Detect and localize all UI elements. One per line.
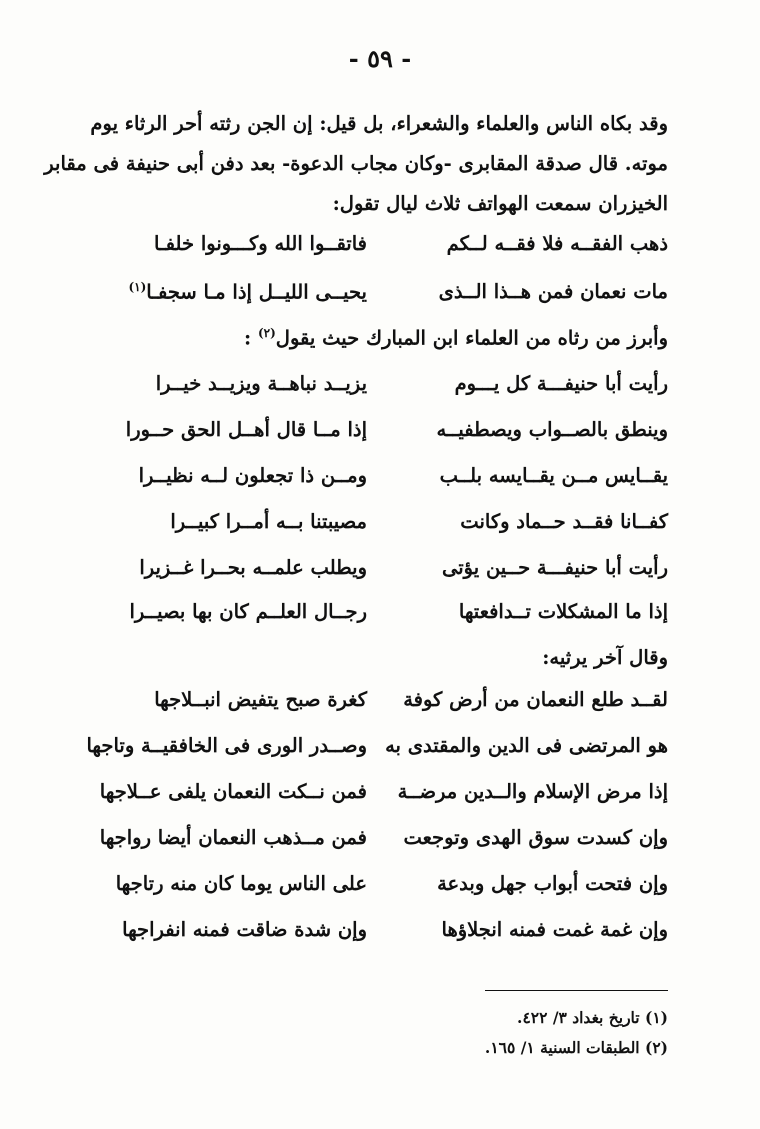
footnote-mark-1: (١)	[128, 280, 147, 294]
poem2-verse2-first-hemistich: وينطق بالصــواب ويصطفيــه	[436, 418, 668, 441]
poem1-verse2-text: يحيــى الليــل إذا مـا سجفـا	[146, 280, 367, 304]
transition-ibn-mubarak-text: وأبرز من رثاه من العلماء ابن المبارك حيث يقول	[275, 326, 668, 350]
poem3-verse2-second-hemistich: وصــدر الورى فى الخافقيــة وتاجها	[86, 734, 367, 757]
poem3-verse5-second-hemistich: على الناس يوما كان منه رتاجها	[115, 872, 367, 895]
poem3-verse3-first-hemistich: إذا مرض الإسلام والــدين مرضــة	[397, 780, 668, 803]
poem2-verse6-first-hemistich: إذا ما المشكلات تــدافعتها	[458, 600, 668, 623]
page-number: - ٥٩ -	[348, 44, 412, 73]
poem1-verse2-second-hemistich	[127, 280, 367, 304]
poem2-verse4-first-hemistich: كفــانا فقــد حــماد وكانت	[460, 510, 668, 533]
intro-line-1: وقد بكاه الناس والعلماء والشعراء، بل قيل: إن الجن رثته أحر الرثاء يوم	[90, 112, 668, 135]
intro-line-2: موته. قال صدقة المقابرى -وكان مجاب الدعوة- بعد دفن أبى حنيفة فى مقابر	[44, 152, 668, 175]
poem3-verse4-first-hemistich: وإن كسدت سوق الهدى وتوجعت	[403, 826, 668, 849]
poem2-verse1-second-hemistich: يزيــد نباهــة ويزيــد خيــرا	[155, 372, 367, 395]
poem2-verse6-second-hemistich: رجــال العلــم كان بها بصيــرا	[129, 600, 367, 623]
transition-ibn-mubarak	[108, 326, 668, 350]
poem2-verse4-second-hemistich: مصيبتنا بــه أمــرا كبيــرا	[170, 510, 367, 533]
transition-other-poet: وقال آخر يرثيه:	[542, 646, 668, 669]
poem2-verse1-first-hemistich: رأيت أبا حنيفـــة كل يـــوم	[454, 372, 668, 395]
poem3-verse5-first-hemistich: وإن فتحت أبواب جهل وبدعة	[437, 872, 668, 895]
poem3-verse6-second-hemistich: وإن شدة ضاقت فمنه انفراجها	[122, 918, 367, 941]
poem1-verse1-second-hemistich: فاتقــوا الله وكـــونوا خلفـا	[154, 232, 367, 255]
poem3-verse6-first-hemistich: وإن غمة غمت فمنه انجلاؤها	[441, 918, 668, 941]
transition-colon: :	[243, 326, 252, 350]
poem3-verse1-second-hemistich: كغرة صبح يتفيض انبــلاجها	[154, 688, 367, 711]
poem3-verse4-second-hemistich: فمن مــذهب النعمان أيضا رواجها	[99, 826, 367, 849]
poem3-verse2-first-hemistich: هو المرتضى فى الدين والمقتدى به	[385, 734, 668, 757]
footnote-2: (٢) الطبقات السنية ١/ ١٦٥.	[484, 1038, 668, 1057]
footnote-separator	[485, 990, 668, 991]
poem2-verse5-second-hemistich: ويطلب علمــه بحــرا غــزيرا	[139, 556, 367, 579]
footnote-1: (١) تاريخ بغداد ٣/ ٤٢٢.	[517, 1008, 668, 1027]
poem2-verse2-second-hemistich: إذا مــا قال أهــل الحق حــورا	[125, 418, 367, 441]
poem1-verse2-first-hemistich: مات نعمان فمن هــذا الــذى	[438, 280, 668, 303]
poem3-verse1-first-hemistich: لقــد طلع النعمان من أرض كوفة	[403, 688, 668, 711]
footnote-mark-2: (٢)	[257, 326, 276, 340]
poem2-verse3-first-hemistich: يقــايس مــن يقــايسه بلــب	[439, 464, 668, 487]
poem3-verse3-second-hemistich: فمن نــكت النعمان يلفى عــلاجها	[99, 780, 367, 803]
intro-line-3: الخيزران سمعت الهواتف ثلاث ليال تقول:	[332, 192, 668, 215]
poem2-verse3-second-hemistich: ومــن ذا تجعلون لــه نظيــرا	[138, 464, 367, 487]
poem1-verse1-first-hemistich: ذهب الفقــه فلا فقــه لــكم	[446, 232, 668, 255]
poem2-verse5-first-hemistich: رأيت أبا حنيفـــة حــين يؤتى	[441, 556, 668, 579]
